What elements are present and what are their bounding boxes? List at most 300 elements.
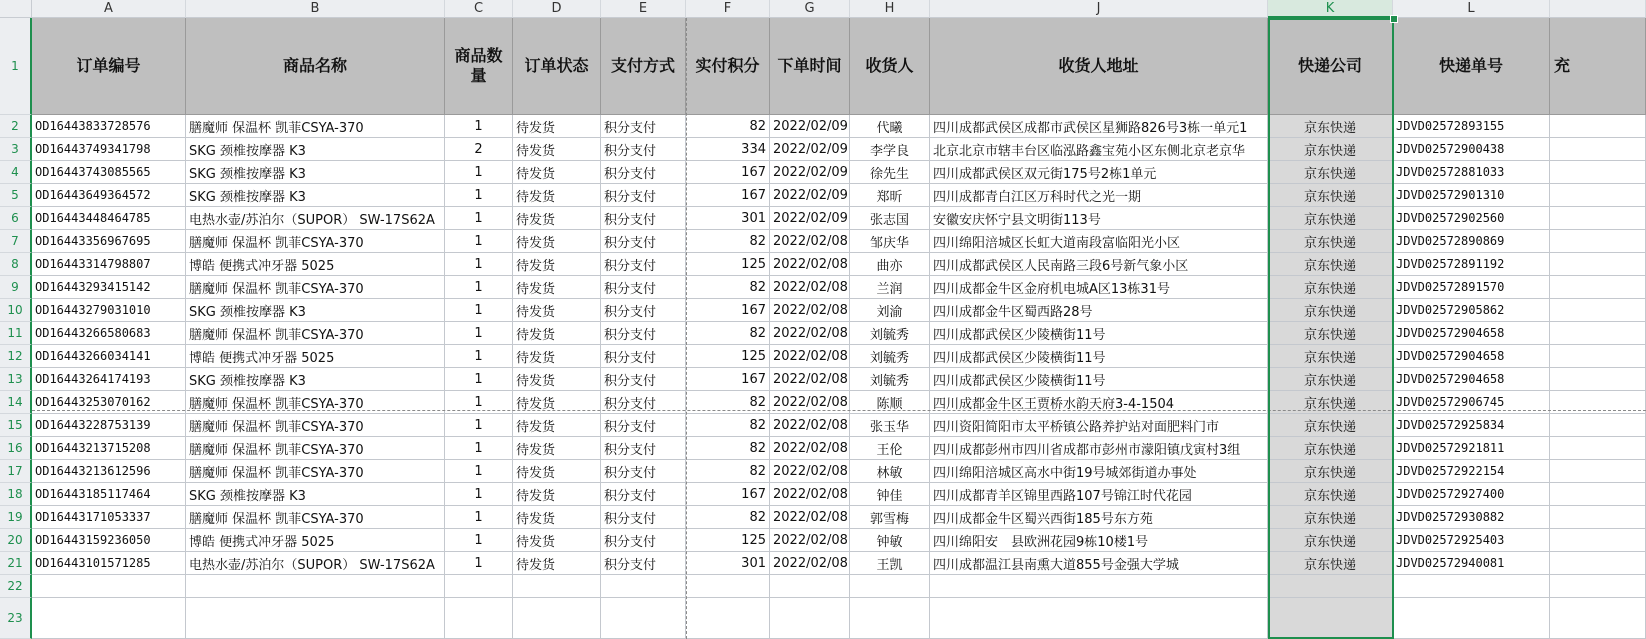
cell-g20[interactable]: 2022/02/08 xyxy=(770,529,850,552)
cell-m14[interactable] xyxy=(1550,391,1646,414)
column-header-a[interactable]: A xyxy=(32,0,186,18)
cell-h15[interactable]: 张玉华 xyxy=(850,414,930,437)
cell-l3[interactable]: JDVD02572900438 xyxy=(1393,138,1550,161)
header-cell-d[interactable]: 订单状态 xyxy=(513,18,601,115)
cell-f5[interactable]: 167 xyxy=(686,184,770,207)
cell-d4[interactable]: 待发货 xyxy=(513,161,601,184)
cell-e6[interactable]: 积分支付 xyxy=(601,207,686,230)
row-header-14[interactable]: 14 xyxy=(0,391,32,414)
cell-l21[interactable]: JDVD02572940081 xyxy=(1393,552,1550,575)
cell-j21[interactable]: 四川成都温江县南熏大道855号金强大学城 xyxy=(930,552,1268,575)
cell-h10[interactable]: 刘渝 xyxy=(850,299,930,322)
empty-cell[interactable] xyxy=(32,598,186,639)
cell-e19[interactable]: 积分支付 xyxy=(601,506,686,529)
cell-c6[interactable]: 1 xyxy=(445,207,513,230)
header-cell-k[interactable]: 快递公司 xyxy=(1268,18,1393,115)
cell-e2[interactable]: 积分支付 xyxy=(601,115,686,138)
cell-b20[interactable]: 博皓 便携式冲牙器 5025 xyxy=(186,529,445,552)
row-header-21[interactable]: 21 xyxy=(0,552,32,575)
cell-g2[interactable]: 2022/02/09 xyxy=(770,115,850,138)
cell-j4[interactable]: 四川成都武侯区双元街175号2栋1单元 xyxy=(930,161,1268,184)
row-header-16[interactable]: 16 xyxy=(0,437,32,460)
cell-e10[interactable]: 积分支付 xyxy=(601,299,686,322)
header-cell-f[interactable]: 实付积分 xyxy=(686,18,770,115)
cell-m12[interactable] xyxy=(1550,345,1646,368)
cell-j19[interactable]: 四川成都金牛区蜀兴西街185号东方苑 xyxy=(930,506,1268,529)
cell-a13[interactable]: OD16443264174193 xyxy=(32,368,186,391)
cell-a20[interactable]: OD16443159236050 xyxy=(32,529,186,552)
cell-b15[interactable]: 膳魔师 保温杯 凯菲CSYA-370 xyxy=(186,414,445,437)
empty-cell[interactable] xyxy=(513,575,601,598)
cell-k8[interactable]: 京东快递 xyxy=(1268,253,1393,276)
cell-b16[interactable]: 膳魔师 保温杯 凯菲CSYA-370 xyxy=(186,437,445,460)
cell-m2[interactable] xyxy=(1550,115,1646,138)
cell-f13[interactable]: 167 xyxy=(686,368,770,391)
row-header-12[interactable]: 12 xyxy=(0,345,32,368)
cell-m6[interactable] xyxy=(1550,207,1646,230)
cell-c10[interactable]: 1 xyxy=(445,299,513,322)
cell-a8[interactable]: OD16443314798807 xyxy=(32,253,186,276)
header-cell-e[interactable]: 支付方式 xyxy=(601,18,686,115)
empty-cell[interactable] xyxy=(445,598,513,639)
cell-a15[interactable]: OD16443228753139 xyxy=(32,414,186,437)
cell-d11[interactable]: 待发货 xyxy=(513,322,601,345)
cell-d18[interactable]: 待发货 xyxy=(513,483,601,506)
cell-d3[interactable]: 待发货 xyxy=(513,138,601,161)
cell-e13[interactable]: 积分支付 xyxy=(601,368,686,391)
row-header-5[interactable]: 5 xyxy=(0,184,32,207)
cell-m3[interactable] xyxy=(1550,138,1646,161)
header-cell-b[interactable]: 商品名称 xyxy=(186,18,445,115)
cell-f16[interactable]: 82 xyxy=(686,437,770,460)
cell-f4[interactable]: 167 xyxy=(686,161,770,184)
cell-l18[interactable]: JDVD02572927400 xyxy=(1393,483,1550,506)
cell-g7[interactable]: 2022/02/08 xyxy=(770,230,850,253)
cell-d7[interactable]: 待发货 xyxy=(513,230,601,253)
cell-c14[interactable]: 1 xyxy=(445,391,513,414)
cell-e17[interactable]: 积分支付 xyxy=(601,460,686,483)
cell-k5[interactable]: 京东快递 xyxy=(1268,184,1393,207)
cell-g6[interactable]: 2022/02/09 xyxy=(770,207,850,230)
cell-l12[interactable]: JDVD02572904658 xyxy=(1393,345,1550,368)
cell-j2[interactable]: 四川成都武侯区成都市武侯区星狮路826号3栋一单元1 xyxy=(930,115,1268,138)
cell-d20[interactable]: 待发货 xyxy=(513,529,601,552)
cell-k10[interactable]: 京东快递 xyxy=(1268,299,1393,322)
empty-cell[interactable] xyxy=(850,575,930,598)
cell-m17[interactable] xyxy=(1550,460,1646,483)
cell-c2[interactable]: 1 xyxy=(445,115,513,138)
cell-c20[interactable]: 1 xyxy=(445,529,513,552)
cell-c5[interactable]: 1 xyxy=(445,184,513,207)
cell-j16[interactable]: 四川成都彭州市四川省成都市彭州市濛阳镇戊寅村3组 xyxy=(930,437,1268,460)
cell-f9[interactable]: 82 xyxy=(686,276,770,299)
cell-a11[interactable]: OD16443266580683 xyxy=(32,322,186,345)
cell-a9[interactable]: OD16443293415142 xyxy=(32,276,186,299)
cell-d16[interactable]: 待发货 xyxy=(513,437,601,460)
cell-b3[interactable]: SKG 颈椎按摩器 K3 xyxy=(186,138,445,161)
cell-e21[interactable]: 积分支付 xyxy=(601,552,686,575)
cell-a3[interactable]: OD16443749341798 xyxy=(32,138,186,161)
cell-b14[interactable]: 膳魔师 保温杯 凯菲CSYA-370 xyxy=(186,391,445,414)
cell-j3[interactable]: 北京北京市辖丰台区临泓路鑫宝苑小区东侧北京老京华 xyxy=(930,138,1268,161)
fill-handle[interactable] xyxy=(1390,15,1398,23)
header-cell-l[interactable]: 快递单号 xyxy=(1393,18,1550,115)
cell-h13[interactable]: 刘毓秀 xyxy=(850,368,930,391)
cell-h3[interactable]: 李学良 xyxy=(850,138,930,161)
cell-l19[interactable]: JDVD02572930882 xyxy=(1393,506,1550,529)
cell-b5[interactable]: SKG 颈椎按摩器 K3 xyxy=(186,184,445,207)
cell-m20[interactable] xyxy=(1550,529,1646,552)
cell-k9[interactable]: 京东快递 xyxy=(1268,276,1393,299)
cell-m9[interactable] xyxy=(1550,276,1646,299)
cell-j12[interactable]: 四川成都武侯区少陵横街11号 xyxy=(930,345,1268,368)
cell-e20[interactable]: 积分支付 xyxy=(601,529,686,552)
empty-cell[interactable] xyxy=(186,598,445,639)
cell-j11[interactable]: 四川成都武侯区少陵横街11号 xyxy=(930,322,1268,345)
cell-d21[interactable]: 待发货 xyxy=(513,552,601,575)
cell-g13[interactable]: 2022/02/08 xyxy=(770,368,850,391)
cell-d8[interactable]: 待发货 xyxy=(513,253,601,276)
cell-f15[interactable]: 82 xyxy=(686,414,770,437)
column-header-k[interactable]: K xyxy=(1268,0,1393,18)
cell-a21[interactable]: OD16443101571285 xyxy=(32,552,186,575)
cell-g4[interactable]: 2022/02/09 xyxy=(770,161,850,184)
column-header-j[interactable]: J xyxy=(930,0,1268,18)
column-header-d[interactable]: D xyxy=(513,0,601,18)
cell-j18[interactable]: 四川成都青羊区锦里西路107号锦江时代花园 xyxy=(930,483,1268,506)
cell-k20[interactable]: 京东快递 xyxy=(1268,529,1393,552)
cell-l5[interactable]: JDVD02572901310 xyxy=(1393,184,1550,207)
cell-l7[interactable]: JDVD02572890869 xyxy=(1393,230,1550,253)
row-header-19[interactable]: 19 xyxy=(0,506,32,529)
column-header-c[interactable]: C xyxy=(445,0,513,18)
cell-e15[interactable]: 积分支付 xyxy=(601,414,686,437)
cell-h11[interactable]: 刘毓秀 xyxy=(850,322,930,345)
cell-j8[interactable]: 四川成都武侯区人民南路三段6号新气象小区 xyxy=(930,253,1268,276)
cell-f11[interactable]: 82 xyxy=(686,322,770,345)
cell-b17[interactable]: 膳魔师 保温杯 凯菲CSYA-370 xyxy=(186,460,445,483)
cell-k14[interactable]: 京东快递 xyxy=(1268,391,1393,414)
row-header-4[interactable]: 4 xyxy=(0,161,32,184)
cell-b4[interactable]: SKG 颈椎按摩器 K3 xyxy=(186,161,445,184)
row-header-3[interactable]: 3 xyxy=(0,138,32,161)
cell-k4[interactable]: 京东快递 xyxy=(1268,161,1393,184)
cell-g10[interactable]: 2022/02/08 xyxy=(770,299,850,322)
cell-c17[interactable]: 1 xyxy=(445,460,513,483)
cell-j6[interactable]: 安徽安庆怀宁县文明街113号 xyxy=(930,207,1268,230)
cell-g14[interactable]: 2022/02/08 xyxy=(770,391,850,414)
cell-f12[interactable]: 125 xyxy=(686,345,770,368)
empty-cell[interactable] xyxy=(601,598,686,639)
empty-cell[interactable] xyxy=(601,575,686,598)
cell-k17[interactable]: 京东快递 xyxy=(1268,460,1393,483)
cell-a4[interactable]: OD16443743085565 xyxy=(32,161,186,184)
header-cell-a[interactable]: 订单编号 xyxy=(32,18,186,115)
cell-l6[interactable]: JDVD02572902560 xyxy=(1393,207,1550,230)
cell-h4[interactable]: 徐先生 xyxy=(850,161,930,184)
cell-c3[interactable]: 2 xyxy=(445,138,513,161)
cell-k19[interactable]: 京东快递 xyxy=(1268,506,1393,529)
row-header-15[interactable]: 15 xyxy=(0,414,32,437)
cell-e3[interactable]: 积分支付 xyxy=(601,138,686,161)
cell-a12[interactable]: OD16443266034141 xyxy=(32,345,186,368)
cell-m15[interactable] xyxy=(1550,414,1646,437)
cell-j5[interactable]: 四川成都青白江区万科时代之光一期 xyxy=(930,184,1268,207)
cell-k15[interactable]: 京东快递 xyxy=(1268,414,1393,437)
cell-l16[interactable]: JDVD02572921811 xyxy=(1393,437,1550,460)
cell-b18[interactable]: SKG 颈椎按摩器 K3 xyxy=(186,483,445,506)
cell-k6[interactable]: 京东快递 xyxy=(1268,207,1393,230)
column-header-m[interactable] xyxy=(1550,0,1646,18)
empty-cell[interactable] xyxy=(445,575,513,598)
cell-j10[interactable]: 四川成都金牛区蜀西路28号 xyxy=(930,299,1268,322)
row-header-23[interactable]: 23 xyxy=(0,598,32,639)
cell-k12[interactable]: 京东快递 xyxy=(1268,345,1393,368)
cell-e8[interactable]: 积分支付 xyxy=(601,253,686,276)
row-header-22[interactable]: 22 xyxy=(0,575,32,598)
cell-b10[interactable]: SKG 颈椎按摩器 K3 xyxy=(186,299,445,322)
empty-cell[interactable] xyxy=(1268,598,1393,639)
cell-m21[interactable] xyxy=(1550,552,1646,575)
cell-e7[interactable]: 积分支付 xyxy=(601,230,686,253)
cell-k21[interactable]: 京东快递 xyxy=(1268,552,1393,575)
cell-g9[interactable]: 2022/02/08 xyxy=(770,276,850,299)
cell-g16[interactable]: 2022/02/08 xyxy=(770,437,850,460)
cell-j9[interactable]: 四川成都金牛区金府机电城A区13栋31号 xyxy=(930,276,1268,299)
cell-d15[interactable]: 待发货 xyxy=(513,414,601,437)
row-header-13[interactable]: 13 xyxy=(0,368,32,391)
cell-l14[interactable]: JDVD02572906745 xyxy=(1393,391,1550,414)
cell-c21[interactable]: 1 xyxy=(445,552,513,575)
cell-e14[interactable]: 积分支付 xyxy=(601,391,686,414)
empty-cell[interactable] xyxy=(1550,575,1646,598)
cell-f6[interactable]: 301 xyxy=(686,207,770,230)
cell-e4[interactable]: 积分支付 xyxy=(601,161,686,184)
row-header-2[interactable]: 2 xyxy=(0,115,32,138)
cell-e16[interactable]: 积分支付 xyxy=(601,437,686,460)
cell-b9[interactable]: 膳魔师 保温杯 凯菲CSYA-370 xyxy=(186,276,445,299)
cell-f20[interactable]: 125 xyxy=(686,529,770,552)
cell-c13[interactable]: 1 xyxy=(445,368,513,391)
row-header-17[interactable]: 17 xyxy=(0,460,32,483)
cell-f14[interactable]: 82 xyxy=(686,391,770,414)
cell-d10[interactable]: 待发货 xyxy=(513,299,601,322)
cell-f3[interactable]: 334 xyxy=(686,138,770,161)
empty-cell[interactable] xyxy=(1550,598,1646,639)
cell-d9[interactable]: 待发货 xyxy=(513,276,601,299)
cell-h16[interactable]: 王伦 xyxy=(850,437,930,460)
cell-a19[interactable]: OD16443171053337 xyxy=(32,506,186,529)
empty-cell[interactable] xyxy=(1393,598,1550,639)
empty-cell[interactable] xyxy=(686,575,770,598)
column-header-f[interactable]: F xyxy=(686,0,770,18)
cell-e9[interactable]: 积分支付 xyxy=(601,276,686,299)
cell-c12[interactable]: 1 xyxy=(445,345,513,368)
cell-g15[interactable]: 2022/02/08 xyxy=(770,414,850,437)
cell-b2[interactable]: 膳魔师 保温杯 凯菲CSYA-370 xyxy=(186,115,445,138)
row-header-8[interactable]: 8 xyxy=(0,253,32,276)
cell-m8[interactable] xyxy=(1550,253,1646,276)
cell-h12[interactable]: 刘毓秀 xyxy=(850,345,930,368)
column-header-g[interactable]: G xyxy=(770,0,850,18)
column-header-h[interactable]: H xyxy=(850,0,930,18)
cell-g17[interactable]: 2022/02/08 xyxy=(770,460,850,483)
cell-g18[interactable]: 2022/02/08 xyxy=(770,483,850,506)
cell-f8[interactable]: 125 xyxy=(686,253,770,276)
empty-cell[interactable] xyxy=(930,575,1268,598)
cell-j7[interactable]: 四川绵阳涪城区长虹大道南段富临阳光小区 xyxy=(930,230,1268,253)
cell-c4[interactable]: 1 xyxy=(445,161,513,184)
cell-d12[interactable]: 待发货 xyxy=(513,345,601,368)
cell-d2[interactable]: 待发货 xyxy=(513,115,601,138)
cell-k2[interactable]: 京东快递 xyxy=(1268,115,1393,138)
cell-a2[interactable]: OD16443833728576 xyxy=(32,115,186,138)
cell-d19[interactable]: 待发货 xyxy=(513,506,601,529)
cell-g21[interactable]: 2022/02/08 xyxy=(770,552,850,575)
empty-cell[interactable] xyxy=(686,598,770,639)
cell-h19[interactable]: 郭雪梅 xyxy=(850,506,930,529)
cell-h21[interactable]: 王凯 xyxy=(850,552,930,575)
cell-c19[interactable]: 1 xyxy=(445,506,513,529)
empty-cell[interactable] xyxy=(850,598,930,639)
select-all-corner[interactable] xyxy=(0,0,32,18)
cell-e5[interactable]: 积分支付 xyxy=(601,184,686,207)
cell-k7[interactable]: 京东快递 xyxy=(1268,230,1393,253)
row-header-9[interactable]: 9 xyxy=(0,276,32,299)
cell-h8[interactable]: 曲亦 xyxy=(850,253,930,276)
cell-b12[interactable]: 博皓 便携式冲牙器 5025 xyxy=(186,345,445,368)
cell-l9[interactable]: JDVD02572891570 xyxy=(1393,276,1550,299)
cell-b7[interactable]: 膳魔师 保温杯 凯菲CSYA-370 xyxy=(186,230,445,253)
cell-f2[interactable]: 82 xyxy=(686,115,770,138)
cell-l20[interactable]: JDVD02572925403 xyxy=(1393,529,1550,552)
cell-m18[interactable] xyxy=(1550,483,1646,506)
empty-cell[interactable] xyxy=(186,575,445,598)
header-cell-g[interactable]: 下单时间 xyxy=(770,18,850,115)
column-header-l[interactable]: L xyxy=(1393,0,1550,18)
cell-e11[interactable]: 积分支付 xyxy=(601,322,686,345)
cell-g8[interactable]: 2022/02/08 xyxy=(770,253,850,276)
cell-h18[interactable]: 钟佳 xyxy=(850,483,930,506)
cell-l10[interactable]: JDVD02572905862 xyxy=(1393,299,1550,322)
cell-h9[interactable]: 兰润 xyxy=(850,276,930,299)
row-header-1[interactable]: 1 xyxy=(0,18,32,115)
column-header-b[interactable]: B xyxy=(186,0,445,18)
cell-m10[interactable] xyxy=(1550,299,1646,322)
row-header-11[interactable]: 11 xyxy=(0,322,32,345)
cell-d17[interactable]: 待发货 xyxy=(513,460,601,483)
cell-a16[interactable]: OD16443213715208 xyxy=(32,437,186,460)
header-cell-h[interactable]: 收货人 xyxy=(850,18,930,115)
cell-b8[interactable]: 博皓 便携式冲牙器 5025 xyxy=(186,253,445,276)
cell-m4[interactable] xyxy=(1550,161,1646,184)
row-header-7[interactable]: 7 xyxy=(0,230,32,253)
cell-j17[interactable]: 四川绵阳涪城区高水中街19号城郊街道办事处 xyxy=(930,460,1268,483)
empty-cell[interactable] xyxy=(770,598,850,639)
cell-l13[interactable]: JDVD02572904658 xyxy=(1393,368,1550,391)
empty-cell[interactable] xyxy=(32,575,186,598)
cell-l8[interactable]: JDVD02572891192 xyxy=(1393,253,1550,276)
cell-c9[interactable]: 1 xyxy=(445,276,513,299)
cell-g3[interactable]: 2022/02/09 xyxy=(770,138,850,161)
cell-l15[interactable]: JDVD02572925834 xyxy=(1393,414,1550,437)
cell-h5[interactable]: 郑昕 xyxy=(850,184,930,207)
cell-k11[interactable]: 京东快递 xyxy=(1268,322,1393,345)
row-header-20[interactable]: 20 xyxy=(0,529,32,552)
cell-g19[interactable]: 2022/02/08 xyxy=(770,506,850,529)
cell-a14[interactable]: OD16443253070162 xyxy=(32,391,186,414)
row-header-6[interactable]: 6 xyxy=(0,207,32,230)
cell-d14[interactable]: 待发货 xyxy=(513,391,601,414)
cell-c16[interactable]: 1 xyxy=(445,437,513,460)
cell-b13[interactable]: SKG 颈椎按摩器 K3 xyxy=(186,368,445,391)
cell-d6[interactable]: 待发货 xyxy=(513,207,601,230)
cell-m19[interactable] xyxy=(1550,506,1646,529)
cell-a7[interactable]: OD16443356967695 xyxy=(32,230,186,253)
cell-b19[interactable]: 膳魔师 保温杯 凯菲CSYA-370 xyxy=(186,506,445,529)
cell-m16[interactable] xyxy=(1550,437,1646,460)
cell-j14[interactable]: 四川成都金牛区王贾桥水韵天府3-4-1504 xyxy=(930,391,1268,414)
cell-l2[interactable]: JDVD02572893155 xyxy=(1393,115,1550,138)
cell-b11[interactable]: 膳魔师 保温杯 凯菲CSYA-370 xyxy=(186,322,445,345)
cell-f21[interactable]: 301 xyxy=(686,552,770,575)
cell-c18[interactable]: 1 xyxy=(445,483,513,506)
cell-h7[interactable]: 邹庆华 xyxy=(850,230,930,253)
cell-l11[interactable]: JDVD02572904658 xyxy=(1393,322,1550,345)
cell-a10[interactable]: OD16443279031010 xyxy=(32,299,186,322)
cell-h20[interactable]: 钟敏 xyxy=(850,529,930,552)
cell-h14[interactable]: 陈顺 xyxy=(850,391,930,414)
cell-k3[interactable]: 京东快递 xyxy=(1268,138,1393,161)
cell-d13[interactable]: 待发货 xyxy=(513,368,601,391)
cell-f18[interactable]: 167 xyxy=(686,483,770,506)
cell-k13[interactable]: 京东快递 xyxy=(1268,368,1393,391)
empty-cell[interactable] xyxy=(513,598,601,639)
cell-m5[interactable] xyxy=(1550,184,1646,207)
cell-m7[interactable] xyxy=(1550,230,1646,253)
cell-g5[interactable]: 2022/02/09 xyxy=(770,184,850,207)
cell-j15[interactable]: 四川资阳简阳市太平桥镇公路养护站对面肥料门市 xyxy=(930,414,1268,437)
empty-cell[interactable] xyxy=(1393,575,1550,598)
empty-cell[interactable] xyxy=(1268,575,1393,598)
cell-f19[interactable]: 82 xyxy=(686,506,770,529)
empty-cell[interactable] xyxy=(770,575,850,598)
cell-d5[interactable]: 待发货 xyxy=(513,184,601,207)
cell-h2[interactable]: 代曦 xyxy=(850,115,930,138)
cell-c7[interactable]: 1 xyxy=(445,230,513,253)
cell-e12[interactable]: 积分支付 xyxy=(601,345,686,368)
cell-j20[interactable]: 四川绵阳安 县欧洲花园9栋10楼1号 xyxy=(930,529,1268,552)
column-header-e[interactable]: E xyxy=(601,0,686,18)
cell-j13[interactable]: 四川成都武侯区少陵横街11号 xyxy=(930,368,1268,391)
cell-a5[interactable]: OD16443649364572 xyxy=(32,184,186,207)
cell-h6[interactable]: 张志国 xyxy=(850,207,930,230)
cell-c8[interactable]: 1 xyxy=(445,253,513,276)
cell-m11[interactable] xyxy=(1550,322,1646,345)
header-cell-j[interactable]: 收货人地址 xyxy=(930,18,1268,115)
cell-f7[interactable]: 82 xyxy=(686,230,770,253)
cell-l4[interactable]: JDVD02572881033 xyxy=(1393,161,1550,184)
cell-f10[interactable]: 167 xyxy=(686,299,770,322)
cell-k16[interactable]: 京东快递 xyxy=(1268,437,1393,460)
cell-a17[interactable]: OD16443213612596 xyxy=(32,460,186,483)
cell-c15[interactable]: 1 xyxy=(445,414,513,437)
cell-b6[interactable]: 电热水壶/苏泊尔（SUPOR） SW-17S62A xyxy=(186,207,445,230)
cell-m13[interactable] xyxy=(1550,368,1646,391)
cell-g12[interactable]: 2022/02/08 xyxy=(770,345,850,368)
header-cell-m[interactable]: 充 xyxy=(1550,18,1646,115)
header-cell-c[interactable]: 商品数量 xyxy=(445,18,513,115)
